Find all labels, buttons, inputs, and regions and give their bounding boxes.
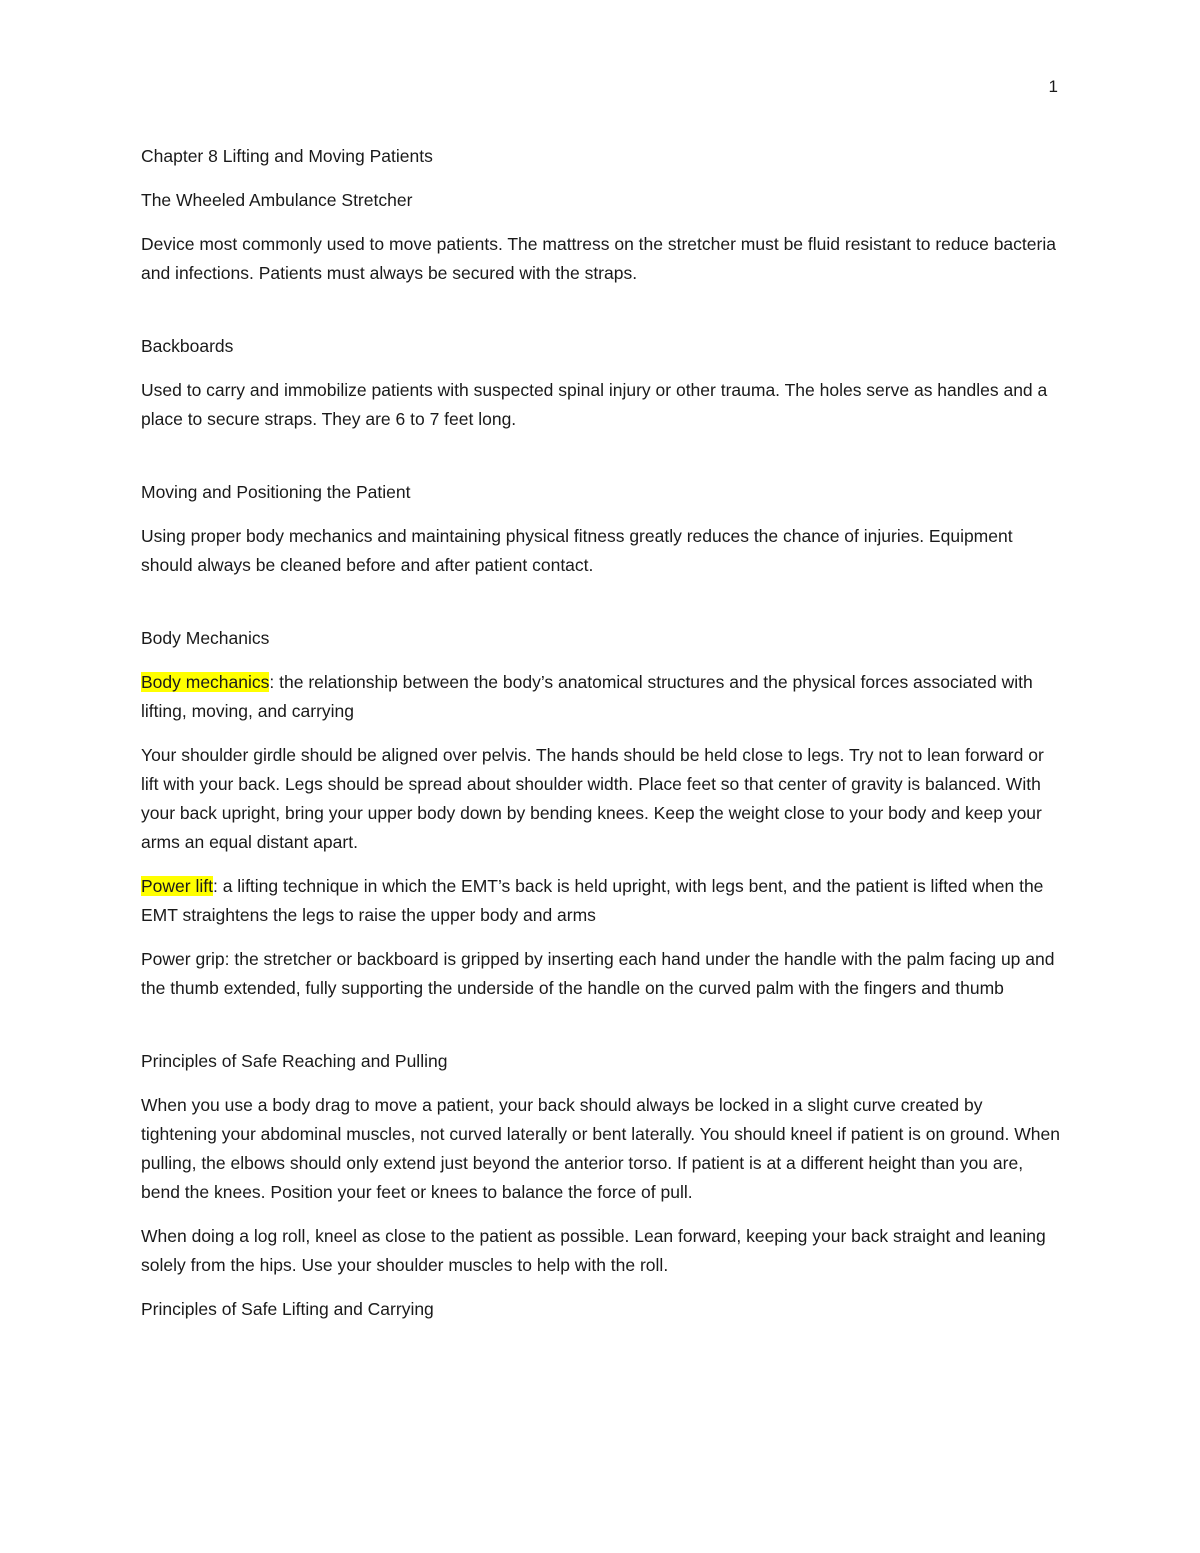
- definition-body-mechanics: [141, 668, 1061, 726]
- chapter-title: Chapter 8 Lifting and Moving Patients: [141, 146, 433, 166]
- heading-stretcher: The Wheeled Ambulance Stretcher: [141, 190, 413, 210]
- highlighted-term-power-lift: Power lift: [141, 876, 213, 896]
- paragraph-stretcher: Device most commonly used to move patients. The mattress on the stretcher must be fluid resistant to reduce bacteria and infections. Patients must always be secured with the straps.: [141, 234, 1056, 283]
- paragraph-backboards: Used to carry and immobilize patients with suspected spinal injury or other trauma. The holes serve as handles and a place to secure straps. They are 6 to 7 feet long.: [141, 380, 1048, 429]
- heading-reaching-pulling: Principles of Safe Reaching and Pulling: [141, 1051, 448, 1071]
- definition-power-grip: Power grip: the stretcher or backboard is gripped by inserting each hand under the handle with the palm facing up and the thumb extended, fully supporting the underside of the handle on the curved palm with the fingers and thumb: [141, 949, 1055, 998]
- definition-power-lift: [141, 872, 1061, 930]
- heading-backboards: Backboards: [141, 336, 234, 356]
- paragraph-moving-positioning: Using proper body mechanics and maintaining physical fitness greatly reduces the chance of injuries. Equipment should always be cleaned before and after patient contact.: [141, 526, 1013, 575]
- definition-text-body-mechanics: : the relationship between the body’s anatomical structures and the physical forces associated with lifting, moving, and carrying: [141, 672, 1033, 721]
- heading-lifting-carrying: Principles of Safe Lifting and Carrying: [141, 1299, 434, 1319]
- page-number: 1: [1048, 77, 1058, 96]
- paragraph-log-roll: When doing a log roll, kneel as close to the patient as possible. Lean forward, keeping your back straight and leaning solely from the hips. Use your shoulder muscles to help with the roll.: [141, 1226, 1046, 1275]
- heading-moving-positioning: Moving and Positioning the Patient: [141, 482, 411, 502]
- paragraph-body-drag: When you use a body drag to move a patient, your back should always be locked in a slight curve created by tightening your abdominal muscles, not curved laterally or bent laterally. You should kneel if patient is on ground. When pulling, the elbows should only extend just beyond the anterior torso. If patient is at a different height than you are, bend the knees. Position your feet or knees to balance the force of pull.: [141, 1095, 1060, 1202]
- heading-body-mechanics: Body Mechanics: [141, 628, 270, 648]
- paragraph-posture: Your shoulder girdle should be aligned over pelvis. The hands should be held close to legs. Try not to lean forward or lift with your back. Legs should be spread about shoulder width. Place feet so that center of gravity is balanced. With your back upright, bring your upper body down by bending knees. Keep the weight close to your body and keep your arms an equal distant apart.: [141, 745, 1044, 852]
- definition-text-power-lift: : a lifting technique in which the EMT’s back is held upright, with legs bent, and the patient is lifted when the EMT straightens the legs to raise the upper body and arms: [141, 876, 1044, 925]
- document-body: [141, 142, 1061, 1339]
- highlighted-term-body-mechanics: Body mechanics: [141, 672, 270, 692]
